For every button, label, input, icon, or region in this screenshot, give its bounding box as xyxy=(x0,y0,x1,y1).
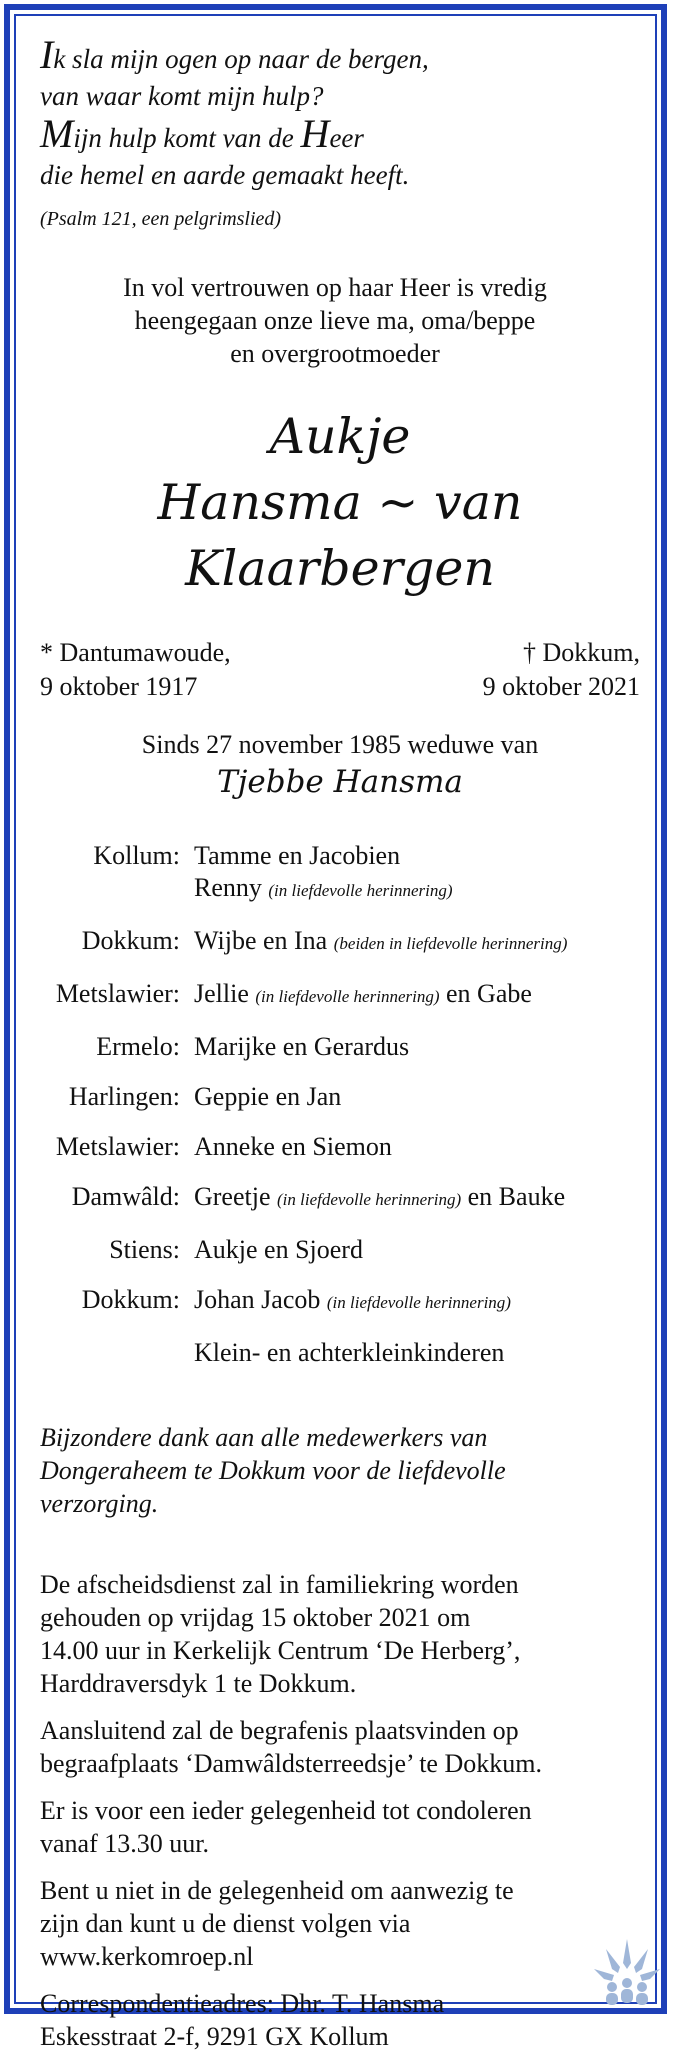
psalm-reference: (Psalm 121, een pelgrimslied) xyxy=(40,208,282,230)
family-row xyxy=(40,872,640,907)
family-names-group xyxy=(194,872,640,907)
condolence-line: vanaf 13.30 uur. xyxy=(40,1829,209,1858)
stream-line: zijn dan kunt u de dienst volgen via xyxy=(40,1909,411,1938)
memory-note: (in liefdevolle herinnering) xyxy=(268,881,453,900)
family-names-group xyxy=(194,925,640,960)
family-row xyxy=(40,1131,640,1163)
correspondence-line: Correspondentieadres: Dhr. T. Hansma xyxy=(40,1989,445,2018)
memory-note: (in liefdevolle herinnering) xyxy=(255,987,440,1006)
intro-text xyxy=(40,271,630,370)
burial-paragraph xyxy=(40,1714,640,1780)
birth-info xyxy=(40,636,231,704)
intro-line-2: heengegaan onze lieve ma, oma/beppe xyxy=(134,306,536,335)
burial-line: begraafplaats ‘Damwâldsterreedsje’ te Dokkum. xyxy=(40,1749,542,1778)
correspondence-paragraph xyxy=(40,1987,640,2053)
death-place: † Dokkum, xyxy=(523,638,640,667)
psalm-line-3-end: eer xyxy=(329,123,364,153)
psalm-line-2: van waar komt mijn hulp? xyxy=(40,81,324,111)
family-place: Kollum: xyxy=(93,841,180,870)
memory-note: (in liefdevolle herinnering) xyxy=(277,1190,462,1209)
family-place: Damwâld: xyxy=(71,1182,180,1211)
service-line: gehouden op vrijdag 15 oktober 2021 om xyxy=(40,1603,471,1632)
family-place: Harlingen: xyxy=(68,1082,180,1111)
family-names-group xyxy=(194,978,640,1013)
family-names: Wijbe en Ina xyxy=(194,926,328,955)
family-names: Marijke en Gerardus xyxy=(194,1032,410,1061)
condolence-line: Er is voor een ieder gelegenheid tot condoleren xyxy=(40,1796,532,1825)
birth-date: 9 oktober 1917 xyxy=(40,672,198,701)
psalm-line-4: die hemel en aarde gemaakt heeft. xyxy=(40,160,410,190)
family-row xyxy=(40,1031,640,1063)
stream-paragraph xyxy=(40,1874,640,1973)
family-place xyxy=(40,872,180,907)
family-names: Greetje xyxy=(194,1182,271,1211)
deceased-first-name: Aukje xyxy=(269,408,411,465)
intro-line-3: en overgrootmoeder xyxy=(230,339,440,368)
family-row xyxy=(40,840,640,872)
family-place: Stiens: xyxy=(109,1235,180,1264)
birth-place: * Dantumawoude, xyxy=(40,638,231,667)
family-row xyxy=(40,1081,640,1113)
family-names: Johan Jacob xyxy=(194,1285,321,1314)
family-names: Aukje en Sjoerd xyxy=(194,1235,363,1264)
memory-note: (beiden in liefdevolle herinnering) xyxy=(333,934,568,953)
psalm-line-3 xyxy=(40,111,640,157)
life-dates xyxy=(40,636,640,706)
psalm-line-1-rest: k sla mijn ogen op naar de bergen, xyxy=(53,44,429,74)
psalm-line-1 xyxy=(40,32,640,78)
family-names-group xyxy=(194,1284,640,1319)
family-names: Renny xyxy=(194,873,262,902)
service-line: De afscheidsdienst zal in familiekring worden xyxy=(40,1570,519,1599)
deceased-name xyxy=(40,404,640,602)
husband-name: Tjebbe Hansma xyxy=(217,764,463,800)
psalm-line-3-mid: ijn hulp komt van de xyxy=(73,123,301,153)
family-names: Tamme en Jacobien xyxy=(194,841,401,870)
death-info xyxy=(483,636,640,704)
psalm-cap-h: H xyxy=(300,111,330,156)
thanks-text xyxy=(40,1421,640,1520)
family-row xyxy=(40,1337,640,1369)
family-names: Anneke en Siemon xyxy=(194,1132,392,1161)
family-place xyxy=(40,1337,180,1369)
announcement-content xyxy=(40,32,640,2067)
psalm-cap-i: I xyxy=(40,32,54,77)
service-paragraph xyxy=(40,1568,640,1700)
psalm-verse xyxy=(40,32,640,194)
family-names-group xyxy=(194,1181,640,1216)
family-row xyxy=(40,1181,640,1216)
condolence-paragraph xyxy=(40,1794,640,1860)
family-row xyxy=(40,978,640,1013)
family-row xyxy=(40,925,640,960)
memory-note: (in liefdevolle herinnering) xyxy=(326,1293,511,1312)
family-place: Dokkum: xyxy=(81,926,180,955)
family-names-after: en Gabe xyxy=(446,979,532,1008)
thanks-line-1: Bijzondere dank aan alle medewerkers van xyxy=(40,1423,488,1452)
burial-line: Aansluitend zal de begrafenis plaatsvinden op xyxy=(40,1716,519,1745)
death-date: 9 oktober 2021 xyxy=(482,672,640,701)
thanks-line-2: Dongeraheem te Dokkum voor de liefdevolle xyxy=(40,1456,506,1485)
service-info xyxy=(40,1568,640,2053)
family-names-after: en Bauke xyxy=(467,1182,566,1211)
thanks-line-3: verzorging. xyxy=(40,1489,159,1518)
family-place: Ermelo: xyxy=(96,1032,180,1061)
stream-line: Bent u niet in de gelegenheid om aanwezig te xyxy=(40,1876,514,1905)
family-place: Metslawier: xyxy=(55,979,180,1008)
family-row xyxy=(40,1284,640,1319)
family-row xyxy=(40,1234,640,1266)
correspondence-address: Eskesstraat 2-f, 9291 GX Kollum xyxy=(40,2022,389,2051)
family-place: Metslawier: xyxy=(55,1132,180,1161)
family-place: Dokkum: xyxy=(81,1285,180,1314)
family-names: Jellie xyxy=(194,979,249,1008)
service-line: 14.00 uur in Kerkelijk Centrum ‘De Herberg’, xyxy=(40,1636,521,1665)
intro-line-1: In vol vertrouwen op haar Heer is vredig xyxy=(123,273,547,302)
family-list xyxy=(40,840,640,1369)
family-names: Geppie en Jan xyxy=(194,1082,342,1111)
people-circle-logo-icon xyxy=(590,1935,664,2009)
family-names: Klein- en achterkleinkinderen xyxy=(194,1338,505,1367)
widow-line: Sinds 27 november 1985 weduwe van xyxy=(141,730,539,759)
service-line: Harddraversdyk 1 te Dokkum. xyxy=(40,1669,357,1698)
stream-url: www.kerkomroep.nl xyxy=(40,1942,254,1971)
psalm-cap-m: M xyxy=(40,111,74,156)
deceased-full-name: Hansma ~ van Klaarbergen xyxy=(157,474,523,597)
